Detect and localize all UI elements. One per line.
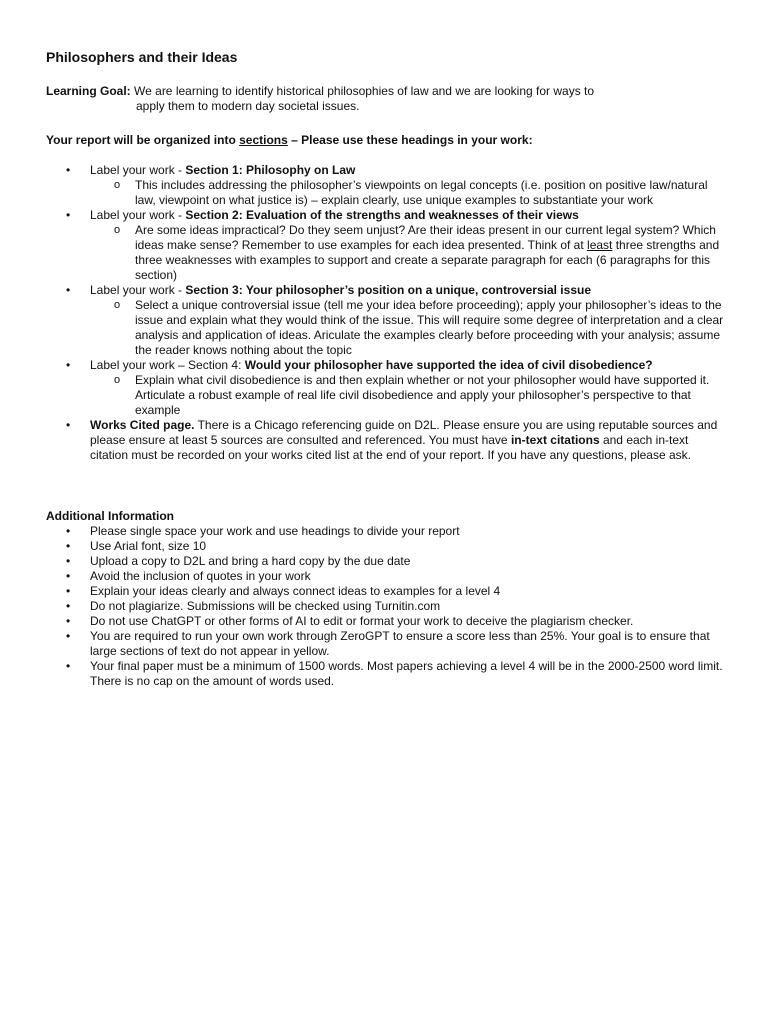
additional-info-item: • Explain your ideas clearly and always connect ideas to examples for a level 4 — [46, 584, 726, 599]
additional-info-item: • Do not use ChatGPT or other forms of AI to edit or format your work to deceive the plagiarism checker. — [46, 614, 726, 629]
section-sub-list — [90, 178, 726, 208]
section-sub-list — [90, 223, 726, 283]
section-label-prefix: Label your work - — [90, 208, 186, 222]
section-description: o Explain what civil disobedience is and then explain whether or not your philosopher would have supported it. Articulate a robust example of real life civil disobedience and apply your philosopher’s perspective to that example — [90, 373, 726, 418]
additional-info-item: • Do not plagiarize. Submissions will be checked using Turnitin.com — [46, 599, 726, 614]
learning-goal-text-line2: apply them to modern day societal issues. — [136, 99, 360, 113]
section-heading: Section 2: Evaluation of the strengths and weaknesses of their views — [185, 208, 579, 222]
additional-info-list — [46, 524, 726, 689]
section-heading: Section 1: Philosophy on Law — [185, 163, 356, 177]
sections-list — [46, 163, 726, 463]
learning-goal — [46, 84, 726, 114]
organization-text-post: – Please use these headings in your work: — [287, 133, 533, 147]
section-description: o This includes addressing the philosopher’s viewpoints on legal concepts (i.e. position on positive law/natural law, viewpoint on what justice is) – explain clearly, use unique examples to substantiate your work — [90, 178, 726, 208]
learning-goal-text-line1: We are learning to identify historical philosophies of law and we are looking for ways to — [130, 84, 595, 98]
organization-text-sections: sections — [239, 133, 288, 147]
additional-info-item: • Please single space your work and use headings to divide your report — [46, 524, 726, 539]
works-cited-item — [46, 418, 726, 463]
additional-info-item: • Your final paper must be a minimum of 1500 words. Most papers achieving a level 4 will be in the 2000-2500 word limit. There is no cap on the amount of words used. — [46, 659, 726, 689]
organization-text-pre: Your report will be organized into — [46, 133, 240, 147]
section-description: o Select a unique controversial issue (tell me your idea before proceeding); apply your philosopher’s ideas to the issue and explain what they would think of the issue. This will require some degree of interpretation and a clear analysis and application of ideas. Ariculate the examples clearly before proceeding with your analysis; assume the reader knows nothing about the topic — [90, 298, 726, 358]
section-label-prefix: Label your work – Section 4: — [90, 358, 245, 372]
section-description-pre: Are some ideas impractical? Do they seem unjust? Are their ideas present in our current legal system? Which ideas make sense? Remember to use examples for each idea presented. Think of at — [135, 223, 716, 252]
additional-info-heading: Additional Information — [46, 509, 174, 523]
works-cited-text-2: and each in-text citation must be recorded on your works cited list at the end of your report. If you have any questions, please ask. — [90, 433, 691, 462]
works-cited-heading: Works Cited page. — [90, 418, 195, 432]
section-sub-list — [90, 373, 726, 418]
additional-info-item: • You are required to run your own work through ZeroGPT to ensure a score less than 25%. Your goal is to ensure that large sections of text do not appear in yellow. — [46, 629, 726, 659]
organization-instruction — [46, 133, 726, 148]
section-heading: Would your philosopher have supported the idea of civil disobedience? — [244, 358, 653, 372]
section-2-item — [46, 208, 726, 283]
section-description — [90, 223, 726, 283]
section-heading: Section 3: Your philosopher’s position on a unique, controversial issue — [185, 283, 591, 297]
works-cited-text-1: There is a Chicago referencing guide on D2L. Please ensure you are using reputable sources and please ensure at least 5 sources are consulted and referenced. You must have — [90, 418, 718, 447]
page-title: Philosophers and their Ideas — [46, 49, 238, 65]
additional-info-item: • Upload a copy to D2L and bring a hard copy by the due date — [46, 554, 726, 569]
section-sub-list — [90, 298, 726, 358]
section-4-item — [46, 358, 726, 418]
section-description-post: three strengths and three weaknesses with examples to support and create a separate paragraph for each (6 paragraphs for this section) — [135, 238, 720, 282]
additional-info-item: • Use Arial font, size 10 — [46, 539, 726, 554]
section-1-item — [46, 163, 726, 208]
additional-info-item: • Avoid the inclusion of quotes in your work — [46, 569, 726, 584]
section-description-least: least — [587, 238, 613, 252]
learning-goal-label: Learning Goal: — [46, 84, 131, 98]
section-label-prefix: Label your work - — [90, 163, 186, 177]
works-cited-in-text-citations: in-text citations — [510, 433, 600, 447]
section-label-prefix: Label your work - — [90, 283, 186, 297]
section-3-item — [46, 283, 726, 358]
